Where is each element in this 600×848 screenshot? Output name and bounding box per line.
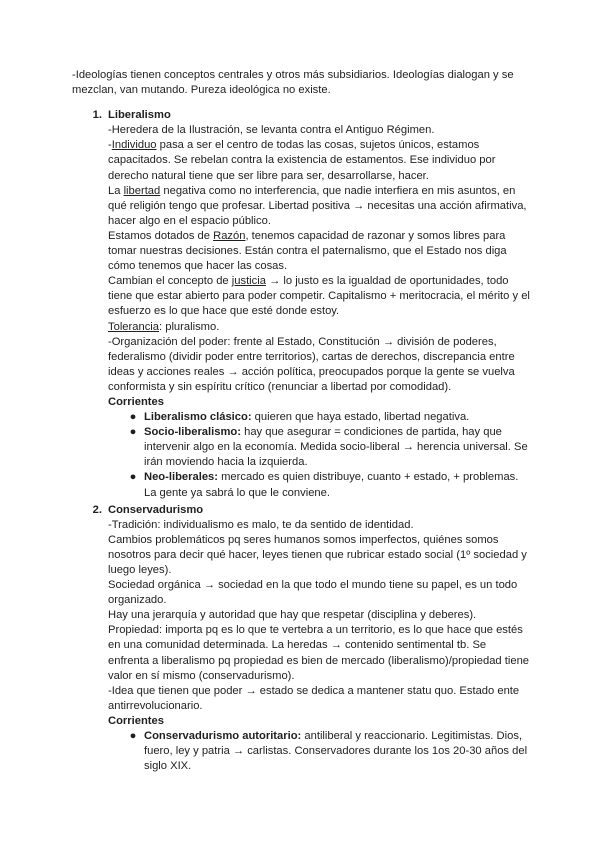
paragraph <box>108 138 530 183</box>
text: negativa como no interferencia, que nadie interfiera en mis asuntos, en qué religión tengo que profesar. Libertad positiva → necesitas una acción afirmativa, hacer algo en el espacio público. <box>108 184 527 227</box>
section-number: 2. <box>92 503 102 516</box>
bullet-icon: ● <box>129 730 137 743</box>
bullet-icon: ● <box>129 471 137 484</box>
paragraph: Cambios problemáticos pq seres humanos somos imperfectos, quiénes somos nosotros para decir qué hacer, leyes tienen que rubricar estado social (1º sociedad y luego leyes). <box>108 533 527 576</box>
bullet-list <box>108 410 530 501</box>
list-item <box>108 729 530 774</box>
paragraph: Hay una jerarquía y autoridad que hay que respetar (disciplina y deberes). <box>108 609 477 622</box>
text: , tenemos capacidad de razonar y somos libres para tomar nuestras decisiones. Están contra el paternalismo, que el Estado nos diga cómo tenemos que hacer las cosas. <box>108 229 507 273</box>
section-title: Liberalismo <box>108 109 171 122</box>
section-body <box>108 518 530 729</box>
paragraph: -Organización del poder: frente al Estado, Constitución → división de poderes, federalismo (dividir poder entre territorios), cartas de derechos, discrepancia entre ideas y acciones reales → acción política, preocupados porque la gente se vuelva conformista y sin espíritu crítico (renunciar a libertad por comodidad). <box>108 335 515 393</box>
paragraph: Propiedad: importa pq es lo que te vertebra a un territorio, es lo que hace que estés en una comunidad determinada. La heredas → contenido sentimental tb. Se enfrenta a liberalismo pq propiedad es bien de mercado (liberalismo)/propiedad tiene valor en sí mismo (conservadurismo). <box>108 624 530 682</box>
bullet-term: Neo-liberales: <box>144 471 218 484</box>
paragraph <box>108 184 530 229</box>
paragraph: -Idea que tienen que poder → estado se dedica a mantener statu quo. Estado ente antirrevolucionario. <box>108 684 520 712</box>
bullet-text: quieren que haya estado, libertad negativa. <box>251 411 470 424</box>
text: - <box>108 139 112 152</box>
text: Estamos dotados de <box>108 229 214 242</box>
section-liberalismo <box>72 108 530 500</box>
section-body <box>108 123 530 410</box>
list-item <box>108 470 530 500</box>
subheading-corrientes: Corrientes <box>108 395 164 408</box>
text: : pluralismo. <box>159 320 220 333</box>
paragraph <box>108 320 530 335</box>
bullet-text: hay que asegurar = condiciones de partida, hay que intervenir algo en la economía. Medida socio-liberal → herencia universal. Se irán moviendo hacia la izquierda. <box>144 426 528 469</box>
bullet-icon: ● <box>129 411 137 424</box>
section-heading <box>72 108 530 123</box>
bullet-text: mercado es quien distribuye, cuanto + estado, + problemas. La gente ya sabrá lo que le conviene. <box>144 471 519 499</box>
text: pasa a ser el centro de todas las cosas, sujetos únicos, estamos capacitados. Se rebelan contra la existencia de estamentos. Ese individuo por derecho natural tiene que ser libre para ser, desarrollarse, hacer. <box>108 139 496 182</box>
underlined-term: Tolerancia <box>108 320 159 333</box>
bullet-term: Socio-liberalismo: <box>144 426 241 439</box>
list-item <box>108 425 530 470</box>
section-conservadurismo <box>72 503 530 775</box>
bullet-list <box>108 729 530 774</box>
underlined-term: Razón <box>213 229 246 242</box>
bullet-term: Conservadurismo autoritario: <box>144 730 302 743</box>
paragraph: Sociedad orgánica → sociedad en la que todo el mundo tiene su papel, es un todo organizado. <box>108 579 518 607</box>
text: → lo justo es la igualdad de oportunidades, todo tiene que estar abierto para poder competir. Capitalismo + meritocracia, el mérito y el esfuerzo es lo que hace que esté donde estoy. <box>108 275 530 318</box>
bullet-text: antiliberal y reaccionario. Legitimistas. Dios, fuero, ley y patria → carlistas. Conservadores durante los 1os 20-30 años del siglo XIX. <box>144 730 528 773</box>
text: Cambian el concepto de <box>108 275 232 288</box>
intro-paragraph: -Ideologías tienen conceptos centrales y otros más subsidiarios. Ideologías dialogan y se mezclan, van mutando. Pureza ideológica no existe. <box>72 69 514 97</box>
text: La <box>108 184 124 197</box>
underlined-term: libertad <box>123 184 161 197</box>
bullet-icon: ● <box>129 426 137 439</box>
subheading-corrientes: Corrientes <box>108 714 164 727</box>
underlined-term: Individuo <box>111 139 157 152</box>
section-heading <box>72 503 530 518</box>
list-item <box>108 410 530 425</box>
underlined-term: justicia <box>231 275 266 288</box>
section-number: 1. <box>92 109 102 122</box>
bullet-term: Liberalismo clásico: <box>144 411 252 424</box>
section-title: Conservadurismo <box>108 503 204 516</box>
paragraph <box>108 229 530 274</box>
paragraph: -Heredera de la Ilustración, se levanta contra el Antiguo Régimen. <box>108 124 435 137</box>
paragraph <box>108 274 530 319</box>
paragraph: -Tradición: individualismo es malo, te da sentido de identidad. <box>108 518 414 531</box>
